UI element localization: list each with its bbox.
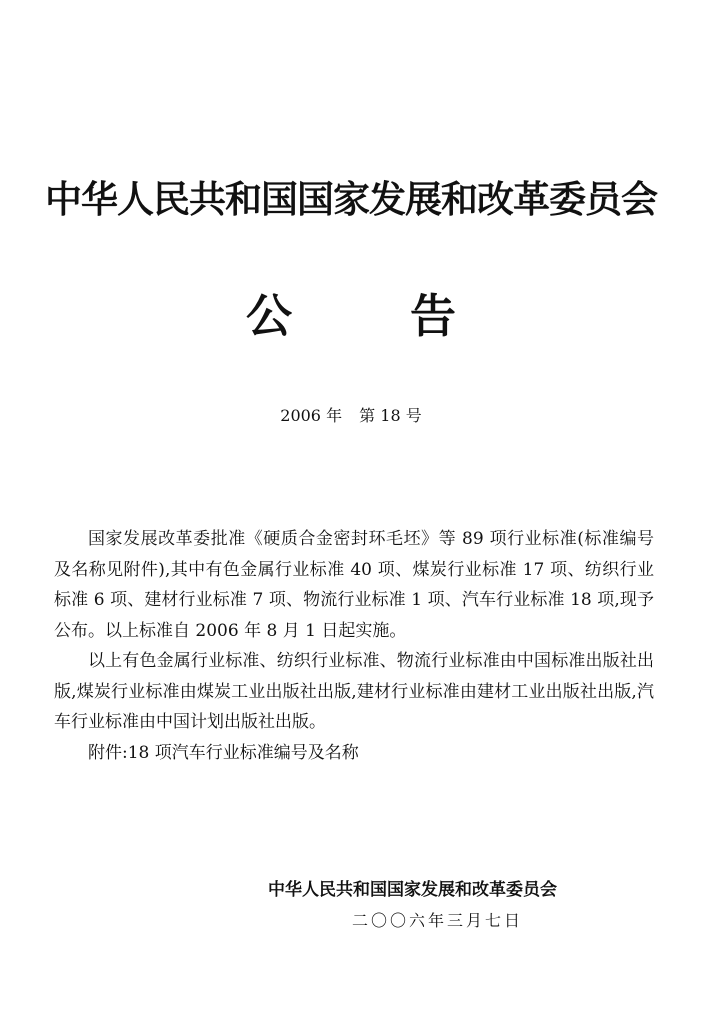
body-paragraph-standards: 国家发展改革委批准《硬质合金密封环毛坯》等 89 项行业标准(标准编号及名称见附件),其中有色金属行业标准 40 项、煤炭行业标准 17 项、纺织行业标准 6 项、建材行业标准 7 项、物流行业标准 1 项、汽车行业标准 18 项,现予公布。以上标准自 2006 年 8 月 1 日起实施。 bbox=[54, 529, 654, 641]
notice-title: 公告 bbox=[246, 289, 574, 343]
body-paragraph-publishers: 以上有色金属行业标准、纺织行业标准、物流行业标准由中国标准出版社出版,煤炭行业标准由煤炭工业出版社出版,建材行业标准由建材工业出版社出版,汽车行业标准由中国计划出版社出版。 bbox=[54, 651, 654, 732]
document-year: 2006 年 bbox=[280, 406, 343, 425]
document-issue-number: 第 18 号 bbox=[359, 406, 422, 425]
body-paragraph-attachment: 附件:18 项汽车行业标准编号及名称 bbox=[88, 742, 359, 763]
notice-body bbox=[54, 524, 654, 768]
document-number bbox=[0, 404, 702, 428]
issuing-organization-title: 中华人民共和国国家发展和改革委员会 bbox=[45, 178, 657, 221]
signature-organization: 中华人民共和国国家发展和改革委员会 bbox=[268, 880, 557, 900]
issue-date: 二〇〇六年三月七日 bbox=[352, 911, 524, 930]
